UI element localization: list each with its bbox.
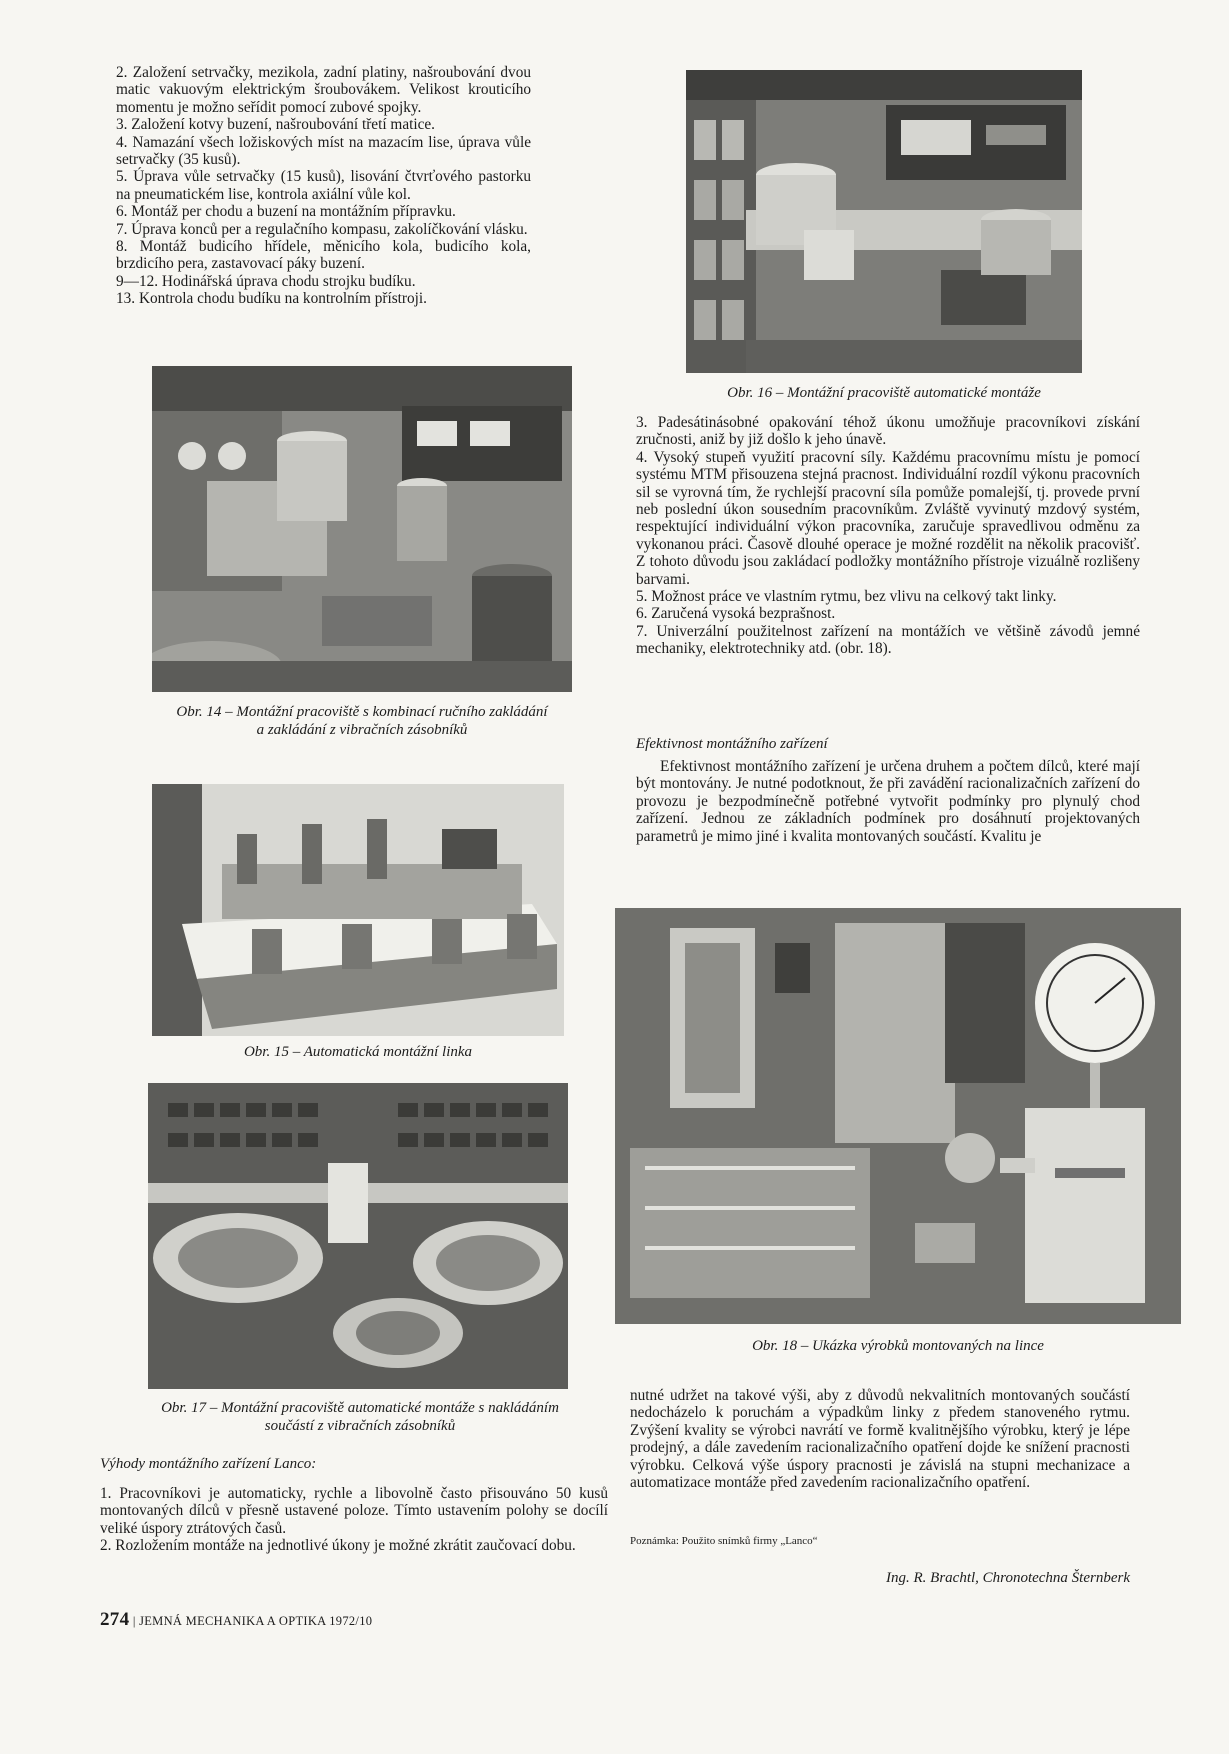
figure-14-photo: [152, 366, 572, 692]
figure-17-photo: [148, 1083, 568, 1389]
caption-line: součástí z vibračních zásobníků: [264, 1418, 456, 1434]
journal-name: JEMNÁ MECHANIKA A OPTIKA 1972/10: [139, 1614, 373, 1628]
efficiency-heading: Efektivnost montážního zařízení: [636, 736, 828, 752]
step-item: 2. Založení setrvačky, mezikola, zadní platiny, našroubování dvou matic vakuovým elektrickým šroubovákem. Velikost krouticího momentu je možno seřídit pomocí zubové spojky.: [116, 64, 531, 116]
step-item: 3. Založení kotvy buzení, našroubování třetí matice.: [116, 116, 436, 134]
page-footer: [100, 1609, 372, 1631]
advantage-item: 7. Univerzální použitelnost zařízení na montážích ve většině závodů jemné mechaniky, elektrotechniky atd. (obr. 18).: [636, 622, 1140, 658]
advantages-list-right: [636, 414, 1140, 658]
advantage-item: 4. Vysoký stupeň využití pracovní síly. Každému pracovnímu místu je pomocí systému MTM přisouzena stejná pracnost. Individuální rozdíl výkonu pracovních sil se vyrovná tím, že rychlejší pracovní síla pomůže pomalejší, tj. provede první neb poslední úkon sousedním pracovníkům. Zvláště vyvinutý mzdový systém, respektující individuální výkon pracovníka, zaručuje spravedlivou odměnu za vykonanou práci. Časově dlouhé operace je možné rozdělit na několik pracovišť. Z tohoto důvodu jsou zakládací podložky montážního přístroje vizuálně rozlišeny barvami.: [636, 448, 1140, 588]
paragraph: Efektivnost montážního zařízení je určena druhem a počtem dílců, které mají být montovány. Je nutné podotknout, že při zavádění racionalizačních zařízení do provozu je bezpodmínečně potřebné vytvořit podmínky pro plynulý chod zařízení. Jednou ze základních podmínek pro dosáhnutí projektovaných parametrů je mimo jiné i kvalita montovaných součástí. Kvalitu je: [636, 758, 1140, 845]
figure-17-caption: [100, 1399, 620, 1435]
step-item: 13. Kontrola chodu budíku na kontrolním přístroji.: [116, 290, 428, 308]
continuation-text: [630, 1387, 1130, 1491]
figure-16-caption: Obr. 16 – Montážní pracoviště automatické montáže: [727, 385, 1041, 401]
step-item: 9—12. Hodinářská úprava chodu strojku budíku.: [116, 272, 416, 290]
advantage-item: 5. Možnost práce ve vlastním rytmu, bez vlivu na celkový takt linky.: [636, 588, 1057, 606]
footer-separator: |: [132, 1614, 140, 1628]
figure-15-caption: Obr. 15 – Automatická montážní linka: [243, 1044, 473, 1060]
figure-18-photo: [615, 908, 1181, 1324]
steps-list: [116, 64, 531, 308]
step-item: 8. Montáž budicího hřídele, měnicího kola, budicího kola, brzdicího pera, zastavovací páky buzení.: [116, 238, 531, 273]
figure-16-photo: [686, 70, 1082, 373]
paragraph: nutné udržet na takové výši, aby z důvodů nekvalitních montovaných součástí nedocházelo k poruchám a výpadkům linky z předem stanoveného rytmu. Zvýšení kvality se výrobci navrátí ve formě kvalitnějšího výrobku, který je lépe prodejný, a dále zavedením racionalizačního opatření dojde ke snížení pracnosti výrobku. Celková výše úspory pracnosti je závislá na stupni mechanizace a automatizace montáže před zavedením racionalizačního opatření.: [630, 1387, 1130, 1492]
figure-15-photo: [152, 784, 564, 1036]
caption-line: a zakládání z vibračních zásobníků: [256, 722, 468, 738]
advantage-item: 6. Zaručená vysoká bezprašnost.: [636, 605, 836, 623]
step-item: 6. Montáž per chodu a buzení na montážním přípravku.: [116, 203, 456, 221]
advantages-list-left: [100, 1485, 608, 1555]
page-number: 274: [100, 1609, 130, 1630]
figure-18-caption: Obr. 18 – Ukázka výrobků montovaných na lince: [752, 1338, 1044, 1354]
photo-credit-note: Poznámka: Použito snímků firmy „Lanco“: [630, 1535, 818, 1547]
advantage-item: 1. Pracovníkovi je automaticky, rychle a libovolně často přisouváno 50 kusů montovaných dílců v přesně ustavené poloze. Tímto ustavením polohy se docílí veliké úspory ztrátových časů.: [100, 1485, 608, 1537]
step-item: 5. Úprava vůle setrvačky (15 kusů), lisování čtvrťového pastorku na pneumatickém lise, kontrola axiální vůle kol.: [116, 168, 531, 203]
caption-line: Obr. 14 – Montážní pracoviště s kombinací ručního zakládání: [176, 704, 548, 720]
caption-line: Obr. 17 – Montážní pracoviště automatické montáže s nakládáním: [161, 1400, 559, 1416]
advantage-item: 2. Rozložením montáže na jednotlivé úkony je možné zkrátit zaučovací dobu.: [100, 1537, 576, 1555]
advantages-heading: Výhody montážního zařízení Lanco:: [100, 1456, 317, 1472]
advantage-item: 3. Padesátinásobné opakování téhož úkonu umožňuje pracovníkovi získání zručnosti, aniž by již došlo k jeho únavě.: [636, 414, 1140, 449]
step-item: 4. Namazání všech ložiskových míst na mazacím lise, úprava vůle setrvačky (35 kusů).: [116, 133, 531, 169]
figure-14-caption: [112, 703, 612, 739]
author-signature: Ing. R. Brachtl, Chronotechna Šternberk: [886, 1570, 1130, 1586]
efficiency-text: [636, 758, 1140, 845]
step-item: 7. Úprava konců per a regulačního kompasu, zakolíčkování vlásku.: [116, 220, 528, 238]
